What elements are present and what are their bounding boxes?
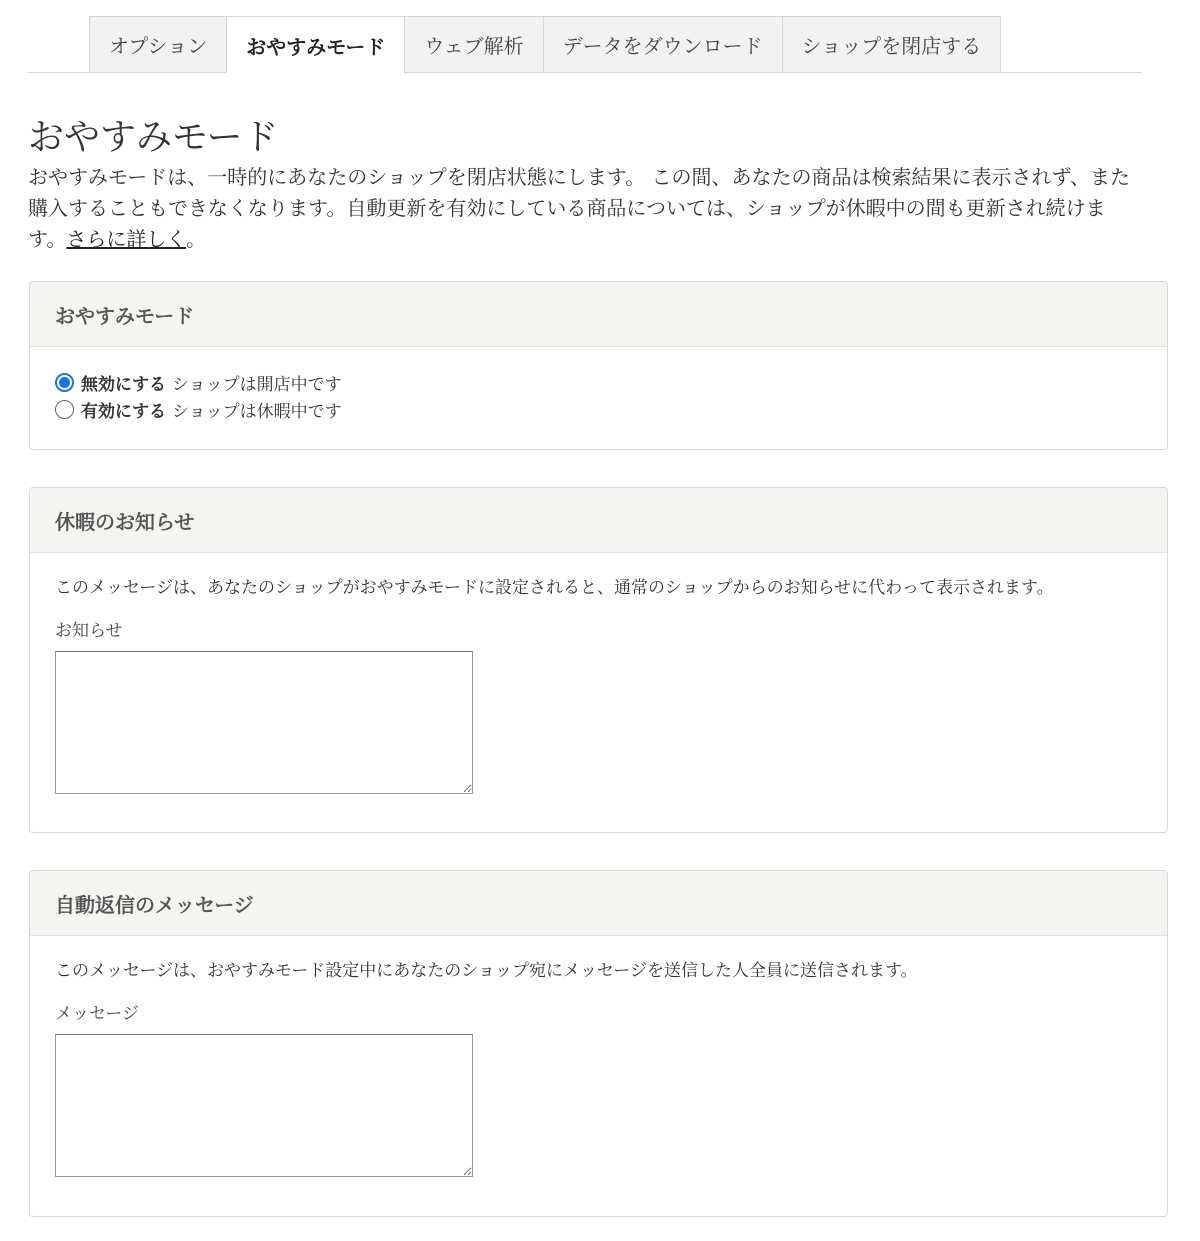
radio-disable[interactable] <box>55 373 74 392</box>
vacation-mode-options <box>30 347 1167 423</box>
vacation-notice-description: このメッセージは、あなたのショップがおやすみモードに設定されると、通常のショップからのお知らせに代わって表示されます。 <box>55 578 1054 598</box>
vacation-mode-panel-title: おやすみモード <box>30 282 1167 347</box>
learn-more-link[interactable]: さらに詳しく <box>66 227 187 251</box>
notice-textarea[interactable] <box>55 651 473 794</box>
settings-tabs <box>28 16 1142 73</box>
page-title: おやすみモード <box>28 117 279 158</box>
notice-field-label: お知らせ <box>55 621 123 641</box>
tab-vacation-mode[interactable]: おやすみモード <box>227 16 405 74</box>
vacation-mode-panel <box>29 281 1168 450</box>
message-field-label: メッセージ <box>55 1004 139 1024</box>
tab-list <box>89 16 1001 73</box>
tab-download-data[interactable]: データをダウンロード <box>544 16 783 73</box>
radio-disable-text: ショップは開店中です <box>172 375 342 395</box>
radio-enable[interactable] <box>55 400 74 419</box>
radio-option-disable[interactable] <box>55 369 1167 396</box>
vacation-notice-panel <box>29 487 1168 833</box>
tab-close-shop[interactable]: ショップを閉店する <box>783 16 1002 73</box>
radio-option-enable[interactable] <box>55 396 1167 423</box>
radio-disable-label: 無効にする <box>81 375 166 395</box>
autoreply-body <box>30 936 1167 1177</box>
tab-options[interactable]: オプション <box>89 16 227 73</box>
radio-enable-label: 有効にする <box>81 402 166 422</box>
message-textarea[interactable] <box>55 1034 473 1177</box>
autoreply-panel-title: 自動返信のメッセージ <box>30 871 1167 936</box>
autoreply-panel <box>29 870 1168 1217</box>
vacation-notice-body <box>30 553 1167 794</box>
radio-enable-text: ショップは休暇中です <box>172 402 342 422</box>
vacation-notice-panel-title: 休暇のお知らせ <box>30 488 1167 553</box>
intro-text <box>28 162 1138 255</box>
tab-web-analytics[interactable]: ウェブ解析 <box>405 16 543 73</box>
autoreply-description: このメッセージは、おやすみモード設定中にあなたのショップ宛にメッセージを送信した人全員に送信されます。 <box>55 961 918 981</box>
intro-body: おやすみモードは、一時的にあなたのショップを閉店状態にします。 この間、あなたの商品は検索結果に表示されず、また購入することもできなくなります。自動更新を有効にしている商品については、ショップが休暇中の間も更新され続けます。 <box>28 165 1130 251</box>
intro-end: 。 <box>186 227 207 251</box>
